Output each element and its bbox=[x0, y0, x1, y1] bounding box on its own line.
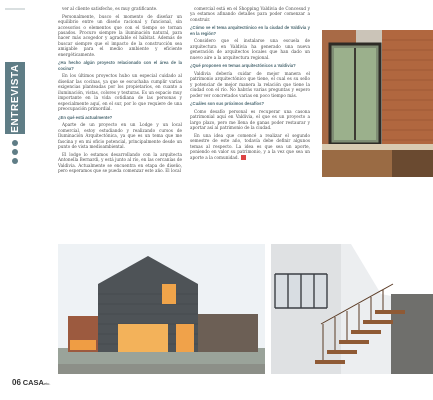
end-mark-icon bbox=[241, 155, 246, 160]
body-paragraph: Personalmente, busco el momento de diseñar un equilibrio entre un diseño racional y funcional, sin accesorios o elementos que con el tiempo se tornan pasados. Procuro siempre la iluminación natural, para hacer más acogedor y agradable el hábitat. Además de buscar siempre que el impacto de la construcción sea amigable para el medio ambiente y eficiente energéticamente. bbox=[58, 13, 182, 57]
question-heading: ¿Qué proponen en temas arquitectónicos a Valdivia? bbox=[190, 63, 296, 69]
body-paragraph: En los últimos proyectos hubo un especial cuidado al diseñar las cocinas, ya que se escuchaba cumplir varias exigencias planteadas por los propietarios, en cuanto a iluminación, vistas, colores y texturas. Es un espacio muy importante en la vida cotidiana de las personas y especialmente aquí, en el sur, por lo que requiere de una preocupación primordial. bbox=[58, 73, 182, 112]
body-paragraph: Como desafío personal es recuperar una casona patrimonial aquí en Valdivia, el que es un proyecto a largo plazo, pero me llena de ganas poder restaurar y aportar así al patrimonio de la ciudad. bbox=[190, 108, 310, 131]
question-heading: ¿Cómo ve el tema arquitectónico en la ciudad de Valdivia y en la región? bbox=[190, 25, 310, 36]
body-paragraph: Considero que el instalarse una escuela de arquitectura en Valdivia ha generado una nueva generación de arquitectos locales que han dado un nuevo aire a la arquitectura regional. bbox=[190, 38, 310, 60]
section-label: ENTREVISTA bbox=[9, 63, 21, 133]
sidebar bbox=[0, 0, 30, 400]
body-paragraph: Valdivia debería cuidar de mejor manera el patrimonio arquitectónico que tiene, el cual es su sello y potenciar de mejor manera la relación que tiene la ciudad con el río. No habrás varias preguntas y espero poder ver concretados varias en poco tiempo más. bbox=[190, 70, 310, 98]
body-paragraph: En una idea que comencé a realizar el segundo semestre de este año, todavía debe definir algunos temas al respecto. La idea es que sea un aporte, poniendo en valor su patrimonio, y a la vez que sea un aporte a la comunidad. bbox=[190, 132, 310, 160]
section-tag bbox=[5, 62, 25, 134]
interior-window-photo bbox=[322, 30, 433, 177]
body-paragraph: Aparte de un proyecto en un Lodge y un local comercial, estoy estudiando y realizando cursos de Iluminación Arquitectónica, ya que es un tema que me fascina y en mi oficio potencial, principalmente desde un punto de vista medioambiental. bbox=[58, 122, 182, 149]
top-rule bbox=[5, 8, 25, 10]
body-paragraph: El lodge lo estamos desarrollando con la arquitecta Antonella Bernardi, y está junto al río, en las cercanías de Valdivia. Actualmente se encuentra en etapa de diseño, pero esperamos que se pueda comenzar este año. El local bbox=[58, 151, 182, 173]
body-paragraph: comercial está en el Shopping Valdivia de Concesud y ya estamos afinando detalles para poder comenzar a construir. bbox=[190, 6, 310, 22]
question-heading: ¿Cuáles son sus próximos desafíos? bbox=[190, 101, 264, 107]
body-paragraph: ver al cliente satisfecho, es muy gratificante. bbox=[62, 6, 158, 11]
article-column-2 bbox=[190, 6, 310, 162]
staircase-interior-photo bbox=[271, 244, 433, 374]
magazine-name: CASA bbox=[22, 378, 44, 387]
section-dots bbox=[11, 140, 19, 167]
magazine-suffix: etc. bbox=[43, 381, 51, 386]
house-exterior-photo bbox=[58, 244, 265, 374]
question-heading: ¿Ha hecho algún proyecto relacionado con el área de la cocina? bbox=[58, 60, 182, 71]
article-column-1 bbox=[58, 6, 182, 176]
question-heading: ¿En qué está actualmente? bbox=[58, 114, 113, 120]
page-footer bbox=[12, 378, 50, 387]
page-number: 06 bbox=[12, 378, 21, 387]
